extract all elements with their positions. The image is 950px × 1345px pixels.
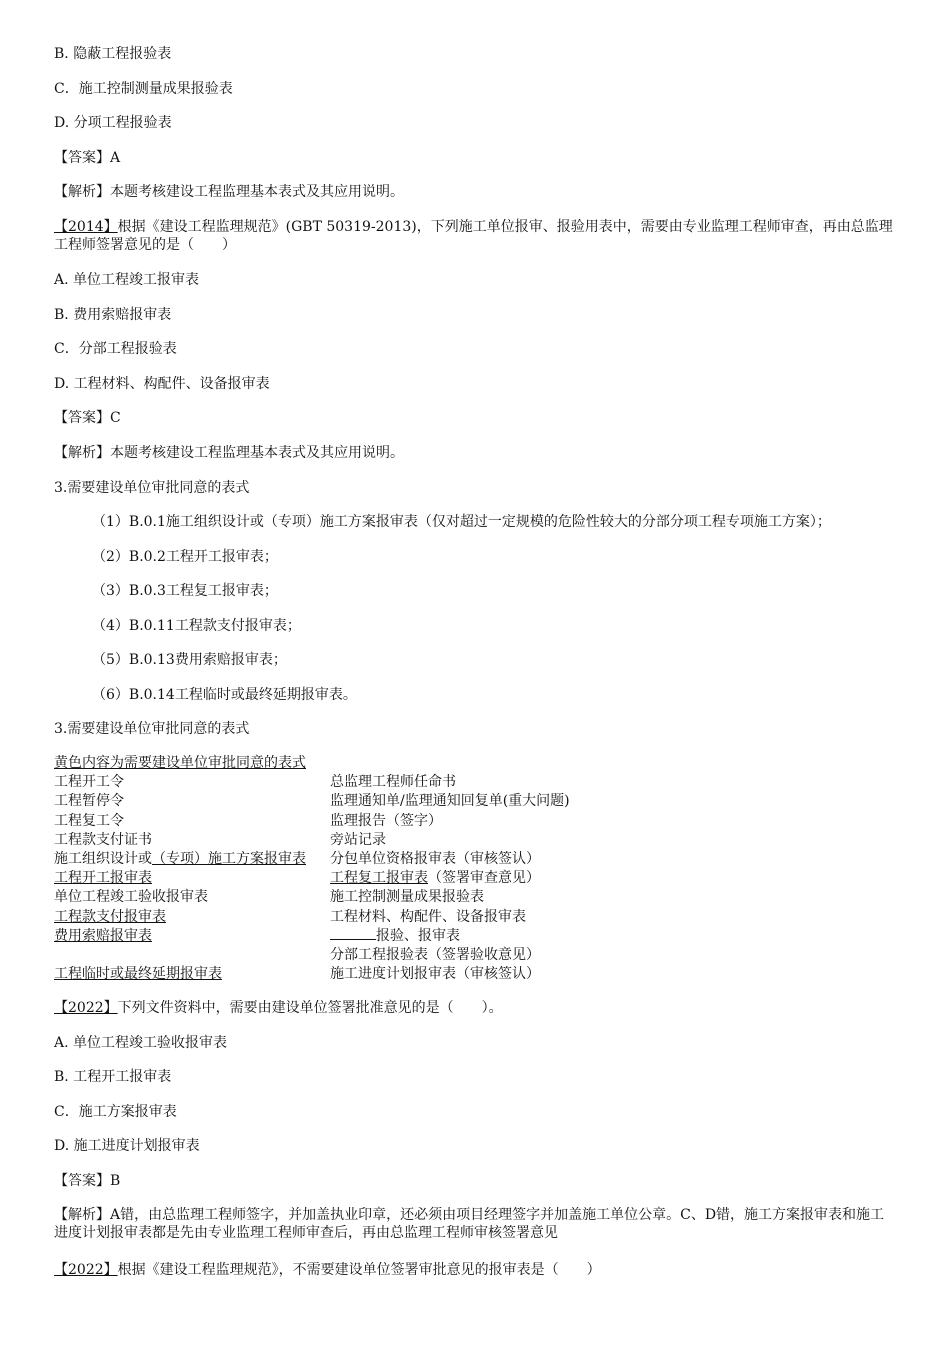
table-cell-left: 工程款支付证书: [54, 831, 152, 848]
list-item: （1）B.0.1施工组织设计或（专项）施工方案报审表（仅对超过一定规模的危险性较大的分部分项工程专项施工方案）；: [92, 514, 831, 530]
option-a: A. 单位工程竣工报审表: [54, 272, 200, 288]
year-tag: 【2022】: [54, 1000, 118, 1016]
answer: 【答案】A: [54, 150, 121, 166]
option-b: B. 工程开工报审表: [54, 1069, 172, 1085]
table-cell-left: 单位工程竣工验收报审表: [54, 889, 208, 906]
list-item: （2）B.0.2工程开工报审表；: [92, 549, 278, 565]
option-d: D. 施工进度计划报审表: [54, 1138, 200, 1154]
table-cell-right: 分包单位资格报审表（审核签认）: [330, 850, 540, 867]
table-title: 黄色内容为需要建设单位审批同意的表式: [54, 755, 306, 771]
analysis: 【解析】本题考核建设工程监理基本表式及其应用说明。: [54, 445, 404, 461]
question-stem: 根据《建设工程监理规范》(GBT 50319-2013)，下列施工单位报审、报验用表中，需要由专业监理工程师审查，再由总监理工程师签署意见的是（ ）: [54, 219, 893, 253]
table-cell-left: 工程复工令: [54, 812, 124, 829]
cell-text: （签署审查意见）: [428, 870, 540, 887]
question-stem: 根据《建设工程监理规范》，不需要建设单位签署审批意见的报审表是（ ）: [117, 1262, 601, 1278]
answer: 【答案】C: [54, 410, 121, 426]
option-b: B. 隐蔽工程报验表: [54, 46, 172, 62]
answer: 【答案】B: [54, 1173, 121, 1189]
table-cell-right: [330, 927, 460, 946]
table-cell-left: 工程暂停令: [54, 793, 124, 810]
table-cell-left: 工程临时或最终延期报审表: [54, 966, 222, 983]
cell-text-highlighted: 工程复工报审表: [330, 870, 428, 887]
option-c: C．施工控制测量成果报验表: [54, 81, 233, 97]
cell-text: 报验、报审表: [376, 927, 460, 944]
table-cell-right: 工程材料、构配件、设备报审表: [330, 908, 526, 925]
question-2022-b: [54, 1261, 601, 1279]
table-cell-right: 监理报告（签字）: [330, 812, 442, 829]
table-cell-right: 施工进度计划报审表（审核签认）: [330, 966, 540, 983]
analysis: 【解析】本题考核建设工程监理基本表式及其应用说明。: [54, 184, 404, 200]
option-b: B. 费用索赔报审表: [54, 307, 172, 323]
list-item: （3）B.0.3工程复工报审表；: [92, 583, 278, 599]
question-2014: [54, 218, 894, 254]
question-2022: [54, 999, 503, 1017]
section-heading: 3.需要建设单位审批同意的表式: [54, 480, 250, 496]
analysis: 【解析】A错，由总监理工程师签字，并加盖执业印章，还必须由项目经理签字并加盖施工单位公章。C、D错，施工方案报审表和施工进度计划报审表都是先由专业监理工程师审查后，再由总监理工程师审核签署意见: [54, 1207, 885, 1241]
table-cell-right: 监理通知单/监理通知回复单(重大问题): [330, 793, 570, 810]
table-cell-right: 施工控制测量成果报验表: [330, 889, 484, 906]
option-d: D. 分项工程报验表: [54, 115, 172, 131]
year-tag: 【2022】: [54, 1262, 118, 1278]
option-a: A. 单位工程竣工验收报审表: [54, 1035, 228, 1051]
table-cell-right: 旁站记录: [330, 831, 386, 848]
list-item: （4）B.0.11工程款支付报审表；: [92, 618, 301, 634]
table-cell-left: 工程款支付报审表: [54, 908, 166, 925]
list-item: （5）B.0.13费用索赔报审表；: [92, 652, 287, 668]
fill-blank: [330, 927, 376, 940]
question-stem: 下列文件资料中，需要由建设单位签署批准意见的是（ ）。: [117, 1000, 503, 1016]
table-cell-left: 工程开工令: [54, 774, 124, 791]
option-c: C．施工方案报审表: [54, 1104, 177, 1120]
cell-text: 施工组织设计或: [54, 850, 152, 867]
table-cell-right: 总监理工程师任命书: [330, 774, 456, 791]
table-cell-left: [54, 850, 306, 869]
section-heading: 3.需要建设单位审批同意的表式: [54, 721, 250, 737]
table-cell-left: 工程开工报审表: [54, 870, 152, 887]
option-d: D. 工程材料、构配件、设备报审表: [54, 376, 270, 392]
table-cell-right: 分部工程报验表（签署验收意见）: [330, 946, 540, 963]
cell-text-highlighted: （专项）施工方案报审表: [152, 850, 306, 867]
table-cell-right: [330, 869, 540, 888]
year-tag: 【2014】: [54, 219, 118, 235]
option-c: C．分部工程报验表: [54, 341, 177, 357]
table-cell-left: 费用索赔报审表: [54, 927, 152, 944]
list-item: （6）B.0.14工程临时或最终延期报审表。: [92, 687, 357, 703]
